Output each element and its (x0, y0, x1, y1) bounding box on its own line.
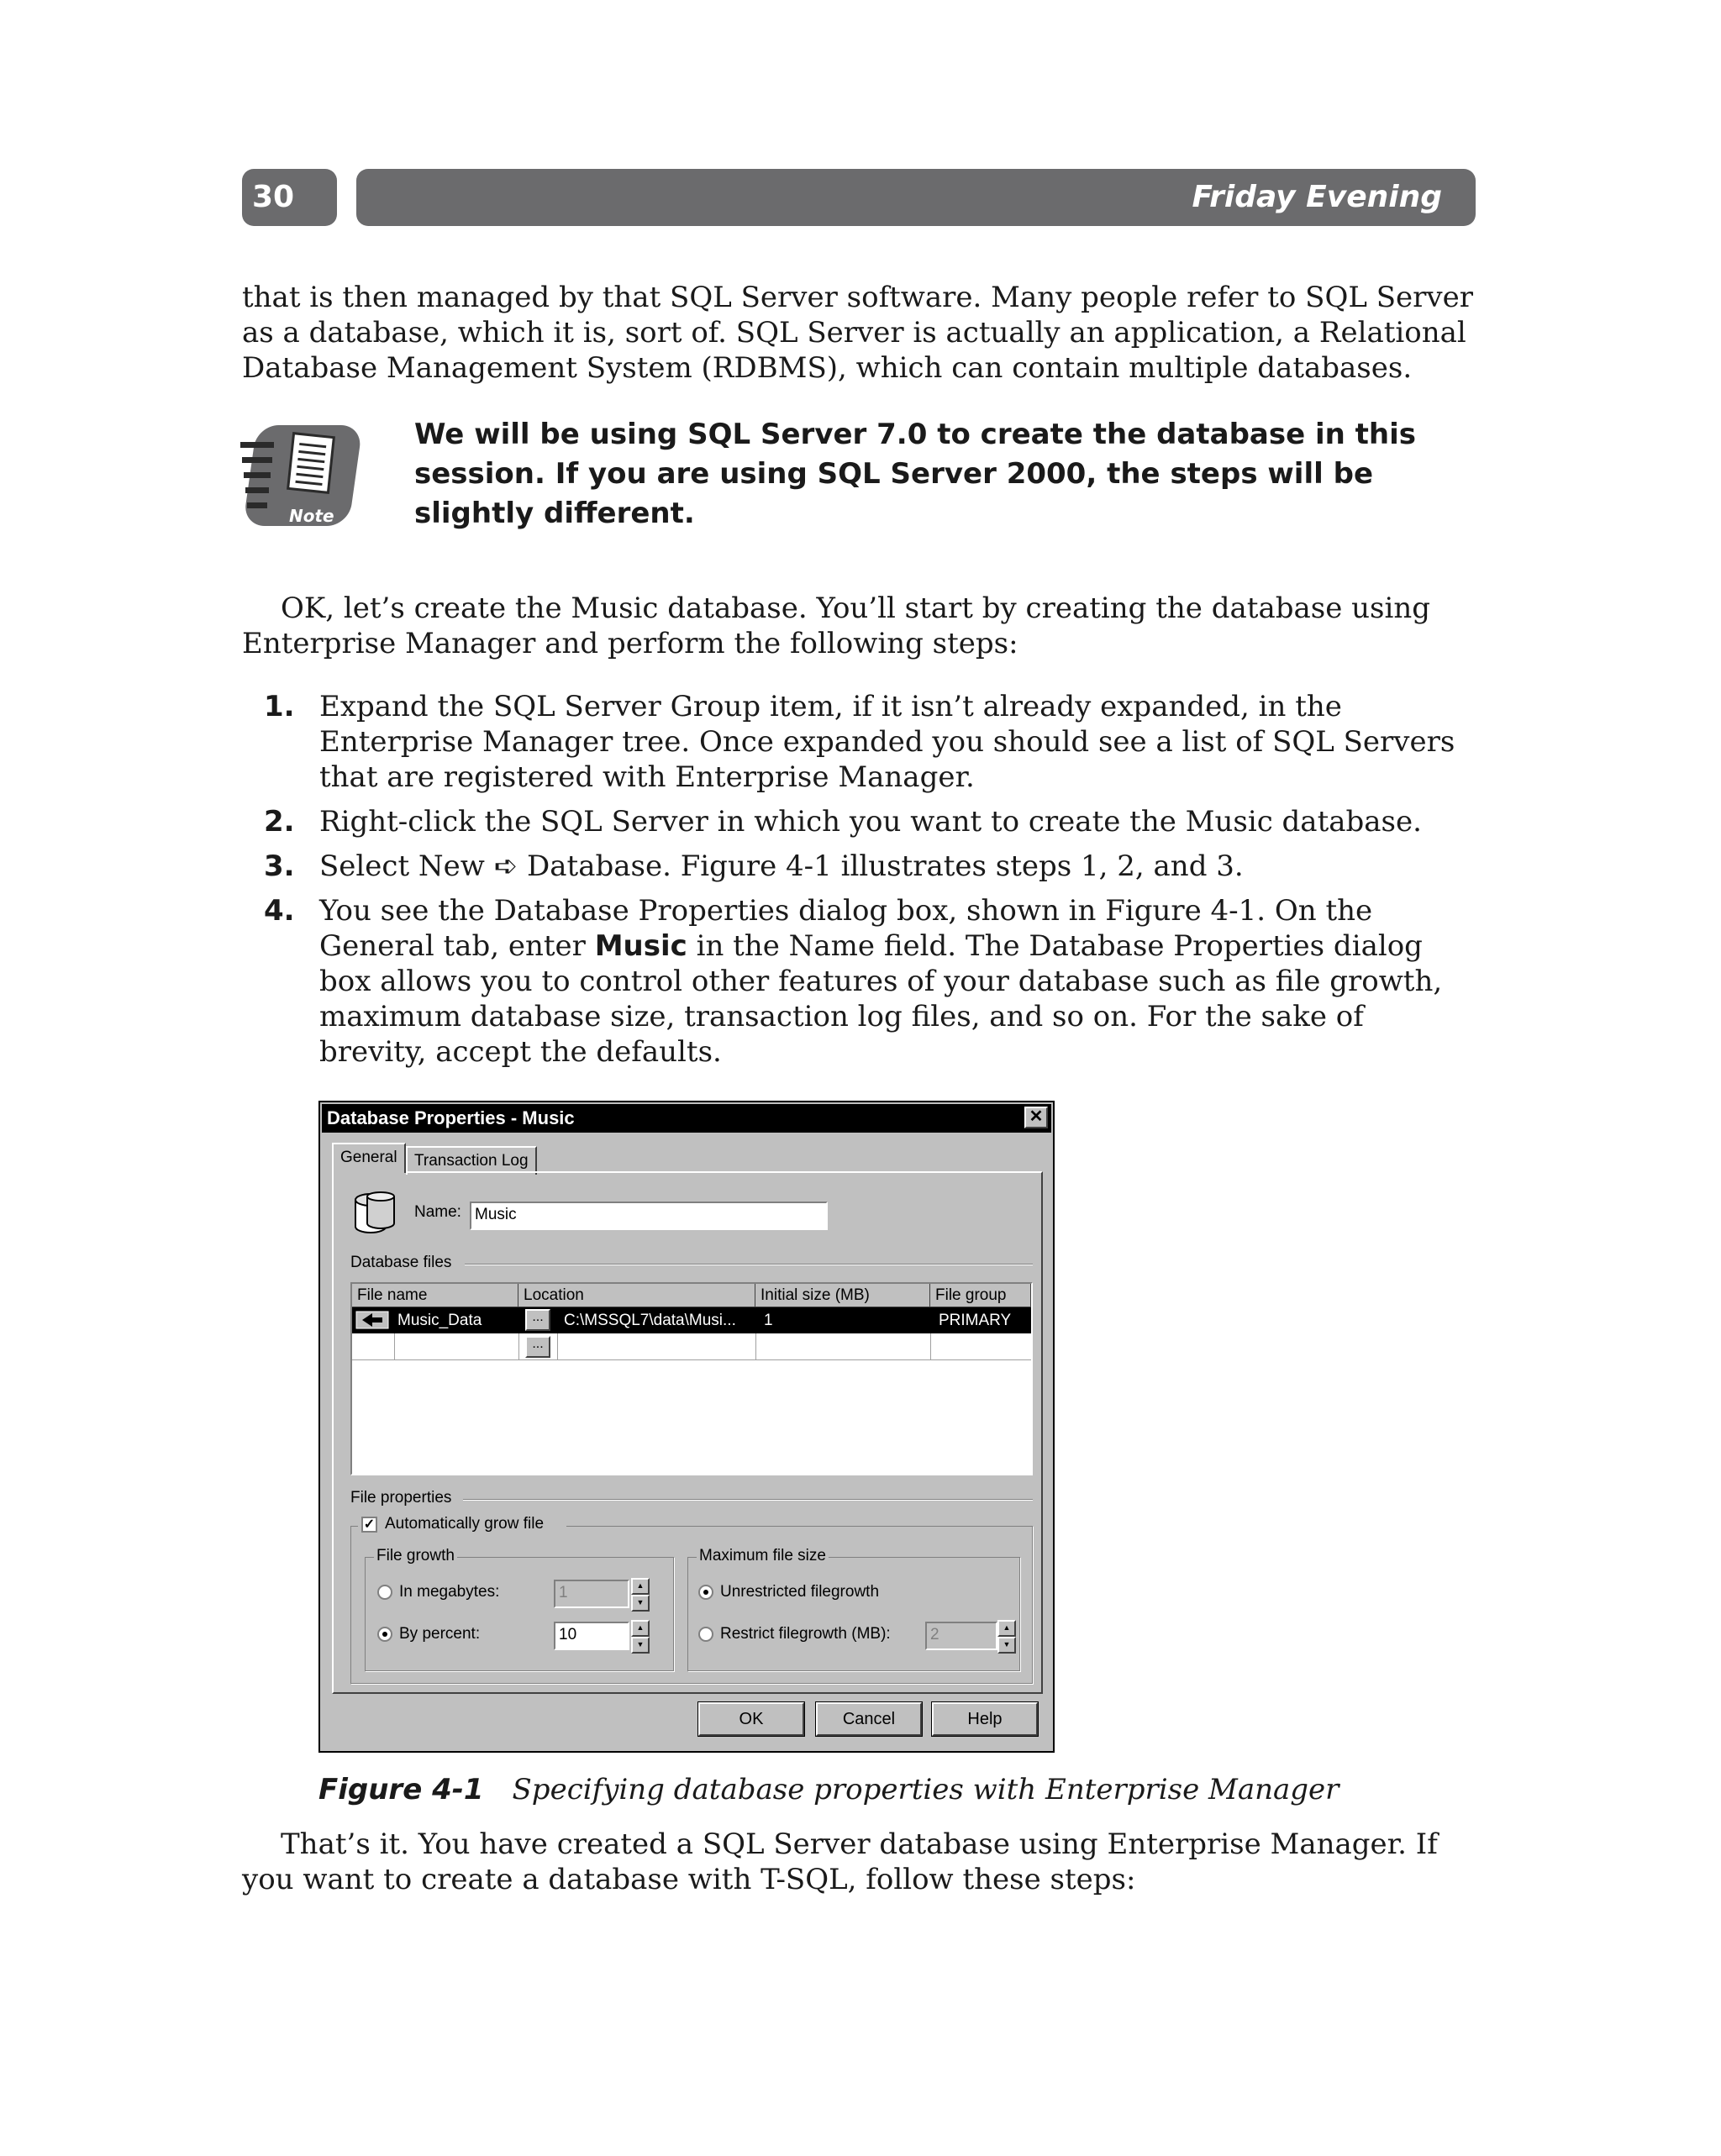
close-button[interactable]: ✕ (1024, 1107, 1048, 1128)
figure-label: Figure 4-1 (318, 1773, 484, 1806)
dialog-titlebar (322, 1104, 1051, 1133)
by-percent-field[interactable]: 10 (554, 1622, 629, 1650)
help-button[interactable]: Help (932, 1702, 1038, 1736)
file-growth-label: File growth (374, 1547, 457, 1565)
spin-up-icon[interactable]: ▲ (997, 1620, 1016, 1637)
spin-down-icon[interactable]: ▼ (631, 1637, 650, 1654)
column-header-initial-size[interactable]: Initial size (MB) (755, 1284, 930, 1307)
tab-general[interactable]: General (332, 1143, 406, 1173)
max-file-size-group (687, 1547, 1020, 1671)
grid-line (930, 1333, 931, 1359)
restrict-label: Restrict filegrowth (MB): (720, 1625, 891, 1643)
auto-grow-checkbox[interactable]: ✓ (361, 1517, 377, 1533)
name-label: Name: (414, 1203, 461, 1221)
cell-location: C:\MSSQL7\data\Musi... (564, 1312, 736, 1329)
file-growth-group (365, 1547, 674, 1671)
note-icon-label: Note (289, 506, 334, 526)
cell-initial-size: 1 (764, 1312, 773, 1329)
step-number: 4. (264, 894, 295, 928)
spin-down-icon[interactable]: ▼ (631, 1595, 650, 1612)
closing-paragraph: That’s it. You have created a SQL Server database using Enterprise Manager. If you want to create a database with T-SQL, follow these steps: (242, 1827, 1438, 1896)
max-file-size-label: Maximum file size (697, 1547, 829, 1565)
step-bold-term: Music (594, 929, 687, 963)
column-header-file-name[interactable]: File name (352, 1284, 518, 1307)
by-percent-spinner[interactable] (631, 1620, 650, 1654)
database-files-grid (350, 1282, 1033, 1475)
spin-up-icon[interactable]: ▲ (631, 1578, 650, 1595)
in-megabytes-field[interactable]: 1 (554, 1580, 629, 1608)
step-text: in the Name field. The Database Properties dialog box allows you to control other features of your database such as file growth, maximum database size, transaction log files, and so on. For the sake of brevity, accept the defaults. (319, 929, 1443, 1069)
ok-button[interactable]: OK (698, 1702, 804, 1736)
restrict-spinner[interactable] (997, 1620, 1016, 1654)
step-number: 2. (264, 805, 295, 839)
general-tab-panel (332, 1171, 1043, 1694)
restrict-radio[interactable] (698, 1627, 713, 1642)
auto-grow-group (350, 1515, 1033, 1684)
column-header-file-group[interactable]: File group (930, 1284, 1031, 1307)
step-number: 1. (264, 690, 295, 723)
page-number: 30 (242, 169, 337, 226)
table-row[interactable] (352, 1307, 1031, 1333)
step-text: Select New (319, 849, 485, 883)
step-text: Database. Figure 4-1 illustrates steps 1, 2, and 3. (527, 849, 1244, 883)
figure-caption (318, 1773, 1339, 1806)
name-field[interactable]: Music (470, 1202, 828, 1230)
auto-grow-label: Automatically grow file (385, 1515, 545, 1533)
tab-transaction-log[interactable]: Transaction Log (406, 1146, 537, 1175)
list-item (242, 689, 1477, 795)
column-header-location[interactable]: Location (518, 1284, 755, 1307)
restrict-field[interactable]: 2 (925, 1622, 997, 1650)
cell-file-name: Music_Data (397, 1312, 482, 1329)
grid-line (352, 1359, 1031, 1360)
note-icon (240, 423, 376, 529)
intro-paragraph: that is then managed by that SQL Server software. Many people refer to SQL Server as a database, which it is, sort of. SQL Server is actually an application, a Relational Database Management System (RDBMS), which can contain multiple databases. (242, 281, 1473, 385)
database-files-label: Database files (350, 1254, 452, 1271)
dialog-title: Database Properties - Music (327, 1107, 575, 1128)
row-pointer-icon (355, 1311, 389, 1329)
in-megabytes-spinner[interactable] (631, 1578, 650, 1612)
grid-line (394, 1333, 395, 1359)
list-item (242, 849, 1477, 884)
list-item (242, 804, 1477, 839)
cancel-button[interactable]: Cancel (816, 1702, 922, 1736)
section-divider (463, 1499, 1033, 1501)
grid-line (518, 1333, 519, 1359)
section-divider (465, 1264, 1033, 1265)
by-percent-radio[interactable] (377, 1627, 392, 1642)
step-number: 3. (264, 849, 295, 883)
step-text: Expand the SQL Server Group item, if it isn’t already expanded, in the Enterprise Manager tree. Once expanded you should see a list of SQL Servers that are registered with Enterprise Manager. (319, 690, 1455, 794)
in-megabytes-label: In megabytes: (399, 1583, 500, 1601)
running-head: Friday Evening (356, 169, 1476, 226)
figure-caption-text: Specifying database properties with Enterprise Manager (512, 1773, 1339, 1806)
menu-arrow-icon: ➪ (493, 849, 518, 883)
browse-location-button[interactable]: ... (525, 1336, 550, 1358)
unrestricted-label: Unrestricted filegrowth (720, 1583, 880, 1601)
grid-line (557, 1333, 558, 1359)
unrestricted-radio[interactable] (698, 1585, 713, 1600)
spin-up-icon[interactable]: ▲ (631, 1620, 650, 1637)
database-icon (352, 1191, 399, 1235)
paragraph-2: OK, let’s create the Music database. You’ll start by creating the database using Enterprise Manager and perform the following steps: (242, 592, 1431, 660)
browse-location-button[interactable]: ... (525, 1309, 550, 1331)
note-text: We will be using SQL Server 7.0 to create the database in this session. If you are using SQL Server 2000, the steps will be slightly different. (414, 418, 1417, 530)
by-percent-label: By percent: (399, 1625, 481, 1643)
step-text: Right-click the SQL Server in which you want to create the Music database. (319, 805, 1422, 839)
in-megabytes-radio[interactable] (377, 1585, 392, 1600)
step-text: You see the Database Properties dialog box, shown in Figure 4-1. On the General tab, enter (319, 894, 1373, 963)
database-properties-dialog (318, 1101, 1055, 1753)
spin-down-icon[interactable]: ▼ (997, 1637, 1016, 1654)
cell-file-group: PRIMARY (939, 1312, 1012, 1329)
file-properties-label: File properties (350, 1489, 452, 1507)
grid-line (755, 1333, 756, 1359)
steps-list (242, 689, 1477, 1079)
list-item (242, 893, 1477, 1070)
